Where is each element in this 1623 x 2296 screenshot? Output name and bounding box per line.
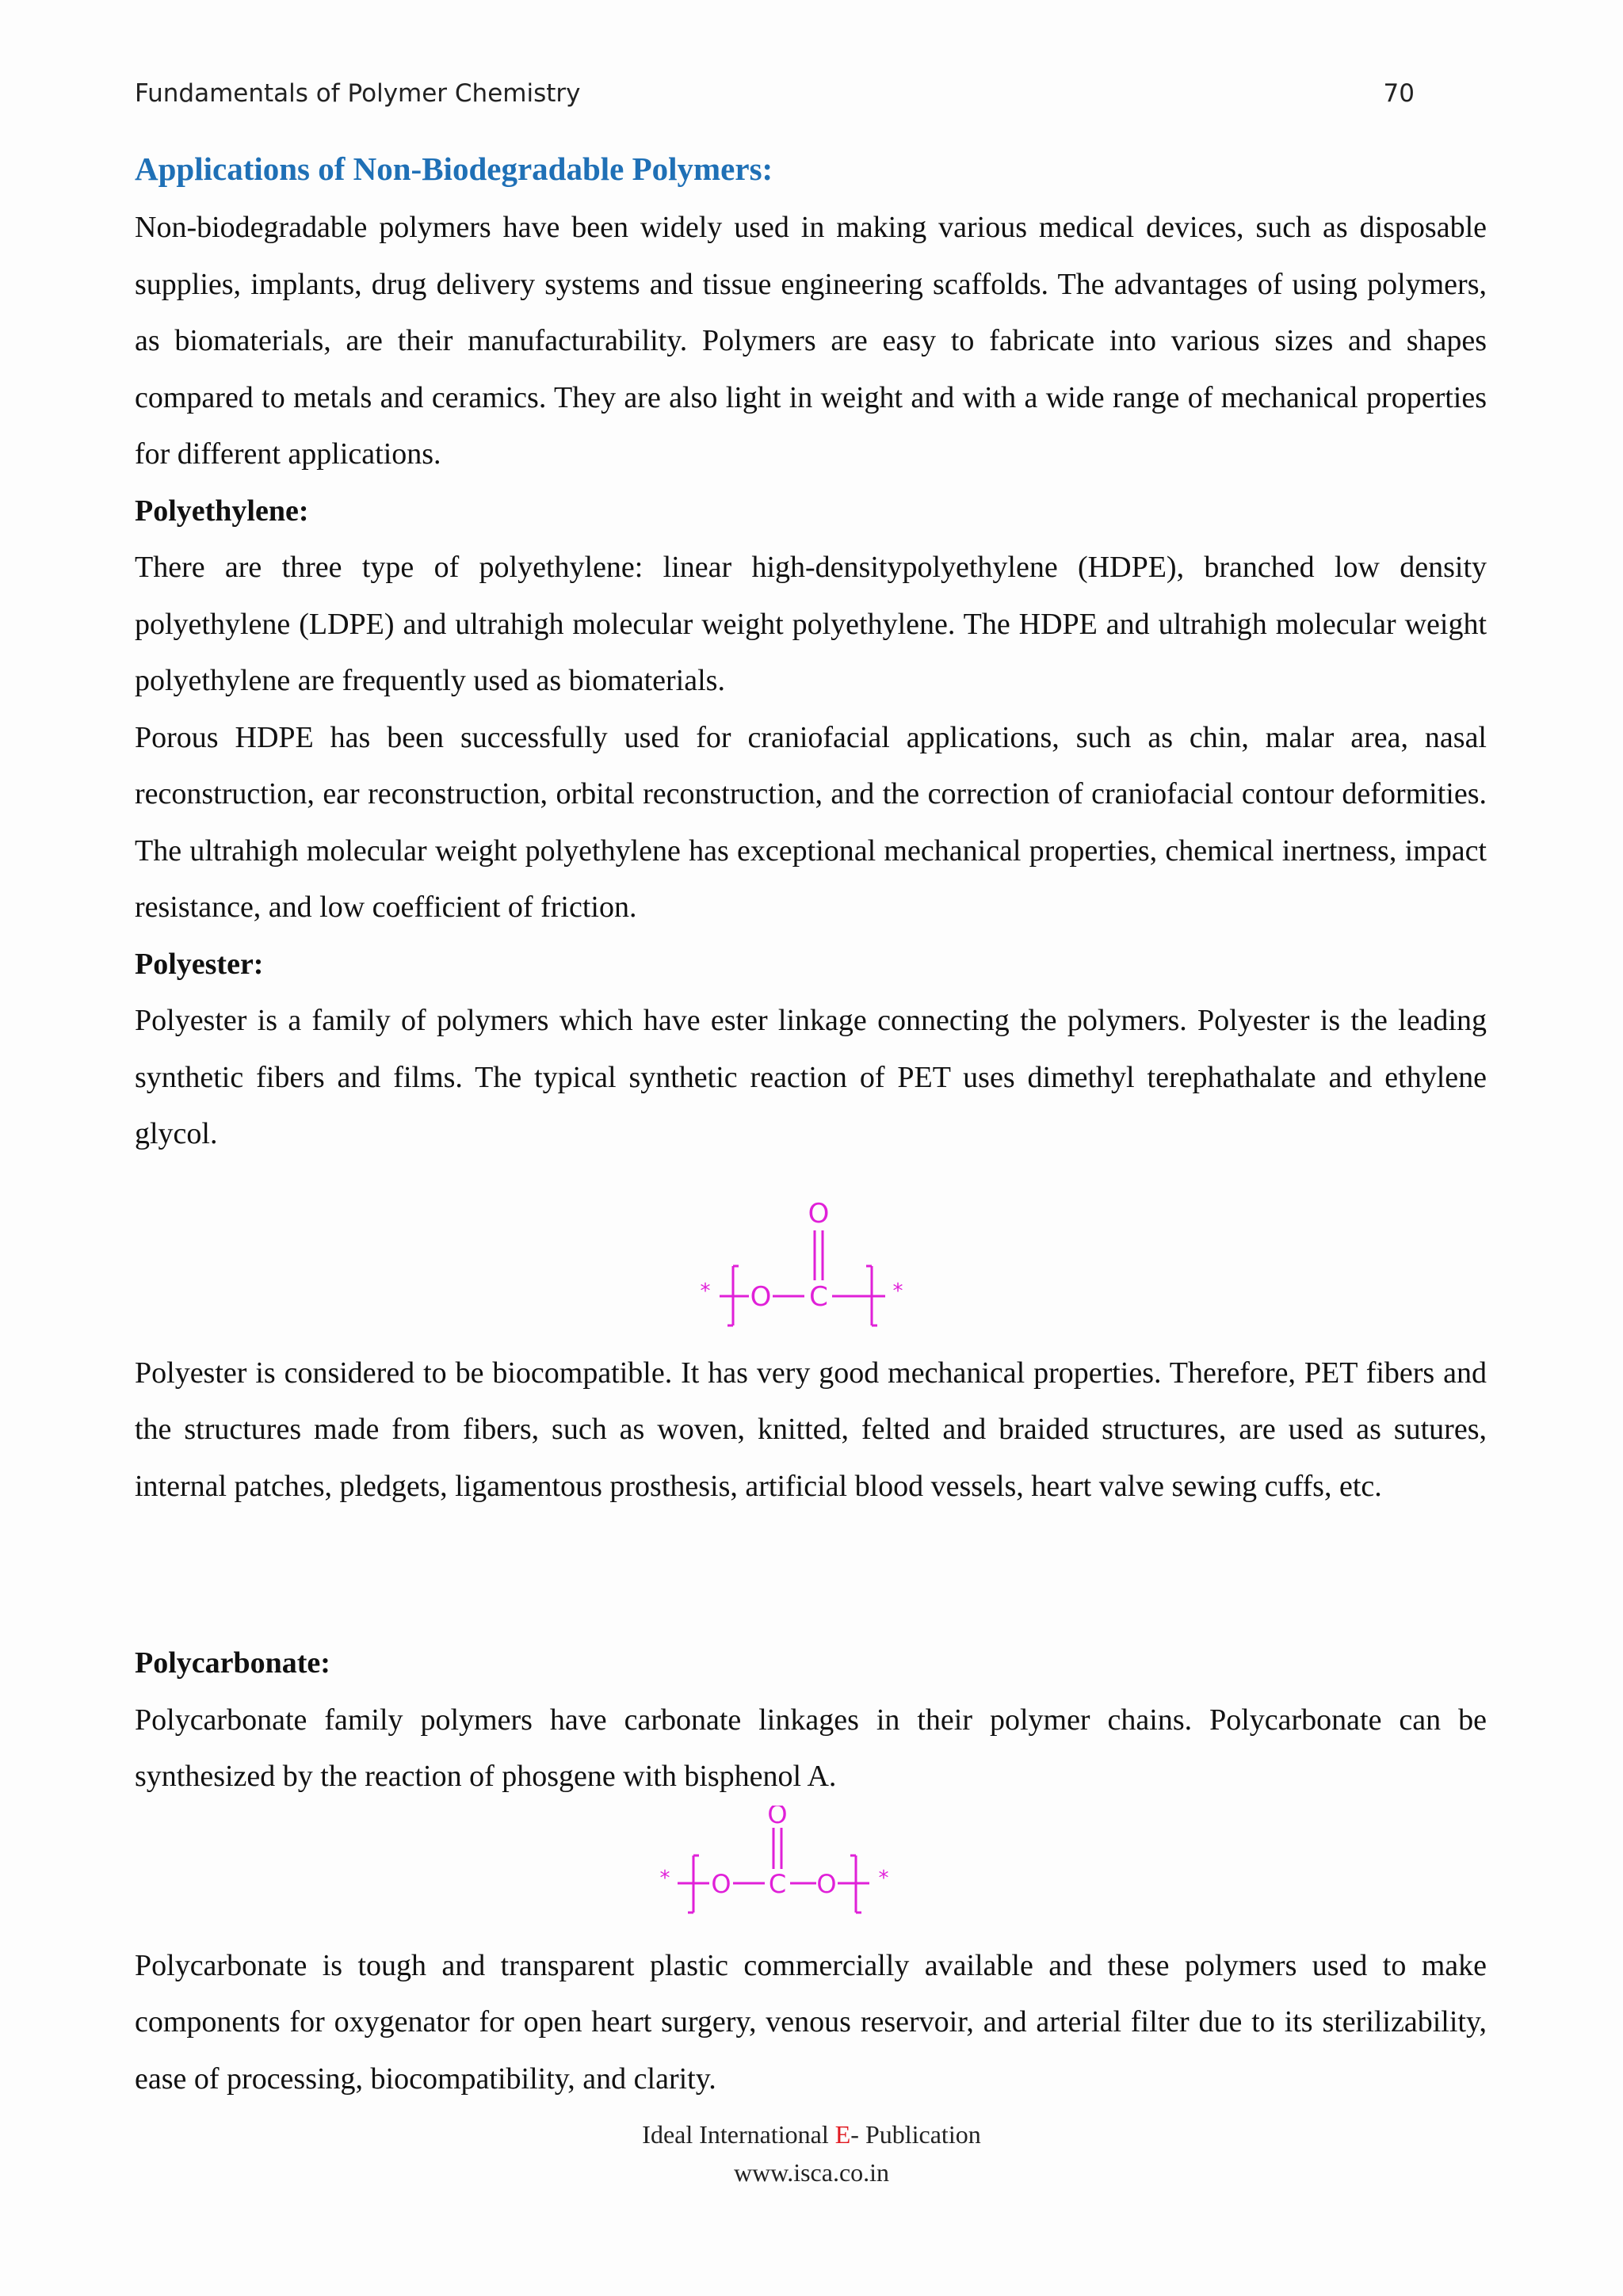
footer-publisher-suffix: - Publication — [850, 2120, 981, 2149]
footer-publisher-e: E — [834, 2120, 851, 2149]
polycarbonate-atom-star-left: * — [659, 1866, 670, 1890]
polyester-atom-carbonyl-o: O — [808, 1197, 830, 1230]
polycarbonate-paragraph-1: Polycarbonate family polymers have carbonate linkages in their polymer chains. Polycarbonate can be synthesized by the reaction of phosgene with bisphenol A. — [135, 1703, 1487, 1793]
polyester-atom-star-left: * — [700, 1279, 711, 1303]
polyester-atom-star-right: * — [892, 1279, 903, 1303]
polycarbonate-heading: Polycarbonate: — [135, 1646, 330, 1680]
page-content — [135, 144, 1487, 2107]
polyester-structure — [135, 1163, 1487, 1345]
polycarbonate-paragraph-2: Polycarbonate is tough and transparent plastic commercially available and these polymers used to make components for oxygenator for open heart surgery, venous reservoir, and arterial filter due to its sterilizability, ease of processing, biocompatibility, and clarity. — [135, 1948, 1487, 2096]
footer-url: www.isca.co.in — [733, 2158, 890, 2187]
polyester-atom-o: O — [750, 1280, 772, 1313]
running-header — [135, 79, 1415, 108]
polycarbonate-atom-c: C — [768, 1868, 787, 1899]
polyester-structure-diagram — [682, 1163, 999, 1345]
polycarbonate-atom-o-left: O — [711, 1868, 731, 1899]
polycarbonate-atom-o-right: O — [816, 1868, 837, 1899]
polyester-atom-c: C — [809, 1280, 828, 1313]
book-title: Fundamentals of Polymer Chemistry — [135, 79, 581, 108]
polyester-paragraph-2: Polyester is considered to be biocompatible. It has very good mechanical properties. Therefore, PET fibers and the structures made from fibers, such as woven, knitted, felted and braided structures, are used as sutures, internal patches, pledgets, ligamentous prosthesis, artificial blood vessels, heart valve sewing cuffs, etc. — [135, 1356, 1487, 1503]
polycarbonate-atom-star-right: * — [878, 1866, 889, 1890]
polyester-paragraph-1: Polyester is a family of polymers which have ester linkage connecting the polymers. Polyester is the leading synthetic fibers and films. The typical synthetic reaction of PET uses dimethyl terephathalate and ethylene glycol. — [135, 1004, 1487, 1150]
footer-publisher — [0, 2120, 1623, 2149]
polyethylene-paragraph-2: Porous HDPE has been successfully used for craniofacial applications, such as chin, malar area, nasal reconstruction, ear reconstruction, orbital reconstruction, and the correction of craniofacial contour deformities. The ultrahigh molecular weight polyethylene has exceptional mechanical properties, chemical inertness, impact resistance, and low coefficient of friction. — [135, 720, 1487, 924]
polycarbonate-structure — [135, 1806, 1487, 1938]
polyethylene-paragraph-1: There are three type of polyethylene: linear high-densitypolyethylene (HDPE), branched low density polyethylene (LDPE) and ultrahigh molecular weight polyethylene. The HDPE and ultrahigh molecular weight polyethylene are frequently used as biomaterials. — [135, 551, 1487, 697]
footer-publisher-prefix: Ideal International — [642, 2120, 835, 2149]
page-number: 70 — [1383, 79, 1415, 108]
section-spacer — [135, 1515, 1487, 1635]
polycarbonate-structure-diagram — [654, 1806, 1002, 1940]
polyethylene-heading: Polyethylene: — [135, 494, 309, 528]
polycarbonate-atom-carbonyl-o: O — [767, 1805, 788, 1829]
polyester-heading: Polyester: — [135, 947, 264, 981]
section-title: Applications of Non-Biodegradable Polymers: — [135, 151, 773, 187]
intro-paragraph: Non-biodegradable polymers have been widely used in making various medical devices, such as disposable supplies, implants, drug delivery systems and tissue engineering scaffolds. The advantages of using polymers, as biomaterials, are their manufacturability. Polymers are easy to fabricate into various sizes and shapes compared to metals and ceramics. They are also light in weight and with a wide range of mechanical properties for different applications. — [135, 211, 1487, 471]
